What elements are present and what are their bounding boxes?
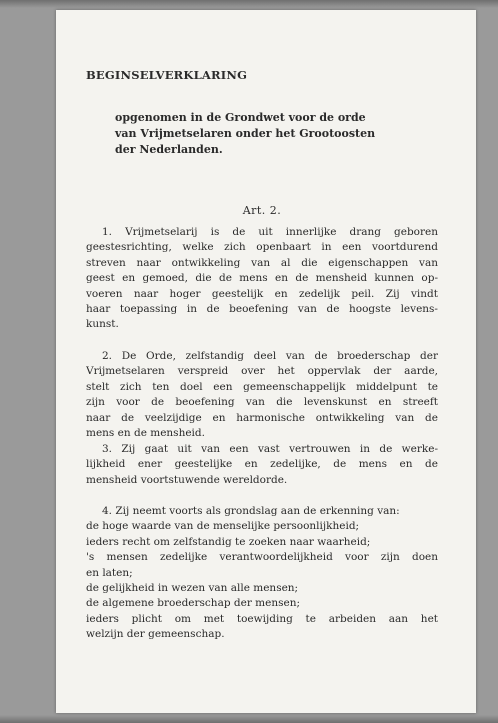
paragraph-line: geest en gemoed, die de mens en de mensheid kunnen op- xyxy=(86,272,438,285)
subheading-line: der Nederlanden. xyxy=(115,143,223,156)
paragraph-line: de hoge waarde van de menselijke persoonlijkheid; xyxy=(86,520,360,533)
paragraph-line: lijkheid ener geestelijke en zedelijke, de mens en de xyxy=(86,458,438,471)
paragraph-line: de algemene broederschap der mensen; xyxy=(86,597,301,610)
paragraph-line: stelt zich ten doel een gemeenschappelijk middelpunt te xyxy=(86,380,438,393)
paragraph-line: en laten; xyxy=(86,566,133,579)
paragraph-line: ieders plicht om met toewijding te arbeiden aan het xyxy=(86,612,438,625)
paragraph-line: 1. Vrijmetselarij is de uit innerlijke drang geboren xyxy=(102,226,438,238)
paragraph-line: Vrijmetselaren verspreid over het oppervlak der aarde, xyxy=(86,365,438,378)
paragraph-line: mensheid voortstuwende wereldorde. xyxy=(86,473,288,486)
paragraph-line: geestesrichting, welke zich openbaart in een voortdurend xyxy=(86,241,438,254)
paragraph-line: naar de veelzijdige en harmonische ontwikkeling van de xyxy=(86,411,438,424)
paragraph-line: 2. De Orde, zelfstandig deel van de broederschap der xyxy=(102,350,438,362)
subheading-line: opgenomen in de Grondwet voor de orde xyxy=(115,111,366,124)
article-title: Art. 2. xyxy=(242,204,282,217)
paragraph-2 xyxy=(86,349,438,441)
paragraph-line: welzijn der gemeenschap. xyxy=(86,628,225,641)
paragraph-line: zijn voor de beoefening van die levenskunst en streeft xyxy=(86,396,438,409)
document-heading: BEGINSELVERKLARING xyxy=(86,68,248,82)
paragraph-4 xyxy=(86,504,438,643)
paragraph-line: de gelijkheid in wezen van alle mensen; xyxy=(86,581,299,594)
paragraph-line: voeren naar hoger geestelijk en zedelijk peil. Zij vindt xyxy=(86,287,438,300)
paragraph-line: streven naar ontwikkeling van al die eigenschappen van xyxy=(86,256,438,269)
paragraph-line: haar toepassing in de beoefening van de hoogste levens- xyxy=(86,302,438,315)
document-page xyxy=(56,10,476,713)
paragraph-3 xyxy=(86,442,438,488)
paragraph-line: 4. Zij neemt voorts als grondslag aan de erkenning van: xyxy=(102,505,400,517)
subheading-line: van Vrijmetselaren onder het Grootoosten xyxy=(115,127,376,140)
paragraph-line: 's mensen zedelijke verantwoordelijkheid voor zijn doen xyxy=(86,551,438,564)
paragraph-1 xyxy=(86,225,438,333)
document-subheading xyxy=(115,110,445,158)
paragraph-line: kunst. xyxy=(86,318,119,331)
paragraph-line: mens en de mensheid. xyxy=(86,426,205,439)
paragraph-line: ieders recht om zelfstandig te zoeken naar waarheid; xyxy=(86,535,371,548)
paragraph-line: 3. Zij gaat uit van een vast vertrouwen in de werke- xyxy=(102,443,438,455)
